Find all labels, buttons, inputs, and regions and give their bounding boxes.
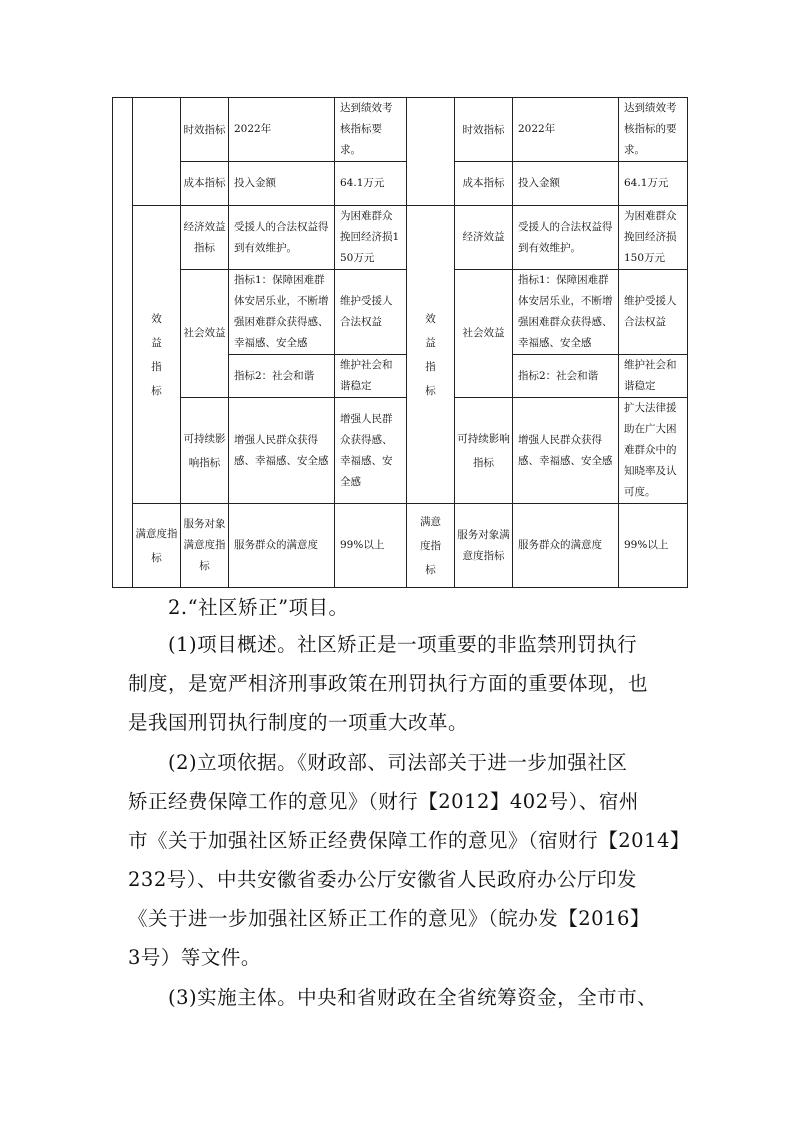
indicator-content-cell: 投入金额 [229, 162, 335, 206]
indicator-content-cell: 受援人的合法权益得到有效维护。 [229, 206, 335, 270]
indicator-target-cell: 为困难群众挽回经济损150万元 [335, 206, 407, 270]
indicator-target-cell: 为困难群众挽回经济损150万元 [619, 206, 688, 270]
text-line: 232号）、中共安徽省委办公厅安徽省人民政府办公厅印发 [128, 868, 637, 891]
indicator-target-cell: 64.1万元 [335, 162, 407, 206]
table-blank-cell [133, 98, 181, 206]
indicator-target-cell: 64.1万元 [619, 162, 688, 206]
indicator-target-cell: 达到绩效考核指标要求。 [335, 98, 407, 162]
category-cell: 效益指标 [133, 206, 181, 504]
paragraph-implementer [128, 978, 674, 1017]
indicator-content-cell: 2022年 [229, 98, 335, 162]
text-line: 市《关于加强社区矫正经费保障工作的意见》（宿财行【2014】 [128, 829, 690, 852]
text-line: (3)实施主体。中央和省财政在全省统筹资金，全市市、 [168, 986, 658, 1009]
text-line: 制度，是宽严相济刑事政策在刑罚执行方面的重要体现，也 [128, 672, 649, 695]
sub-indicator-cell: 成本指标 [455, 162, 513, 206]
text-line: 《关于进一步加强社区矫正工作的意见》（皖办发【2016】 [128, 907, 650, 930]
sub-indicator-cell: 时效指标 [181, 98, 229, 162]
paragraph-overview [128, 625, 674, 742]
table-row [113, 270, 688, 355]
indicator-content-cell: 投入金额 [513, 162, 619, 206]
sub-indicator-cell: 经济效益 [455, 206, 513, 270]
indicator-target-cell: 扩大法律援助在广大困难群众中的知晓率及认可度。 [619, 398, 688, 504]
text-line: 矫正经费保障工作的意见》（财行【2012】402号）、宿州 [128, 790, 639, 813]
section-heading [128, 588, 714, 627]
text-line: 是我国刑罚执行制度的一项重大改革。 [128, 711, 469, 734]
indicator-content-cell: 指标2：社会和谐 [229, 355, 335, 398]
category-cell: 效益指标 [407, 206, 455, 504]
category-cell: 满意度指标 [407, 504, 455, 588]
indicator-target-cell: 维护受援人合法权益 [335, 270, 407, 355]
indicator-content-cell: 指标1：保障困难群体安居乐业，不断增强困难群众获得感、幸福感、安全感 [229, 270, 335, 355]
sub-indicator-cell: 服务对象满意度指标 [455, 504, 513, 588]
indicator-content-cell: 指标2：社会和谐 [513, 355, 619, 398]
indicator-target-cell: 维护社会和谐稳定 [335, 355, 407, 398]
sub-indicator-cell: 可持续影响指标 [181, 398, 229, 504]
category-cell: 满意度指标 [133, 504, 181, 588]
indicator-content-cell: 指标1：保障困难群体安居乐业，不断增强困难群众获得感、幸福感、安全感 [513, 270, 619, 355]
indicator-content-cell: 服务群众的满意度 [513, 504, 619, 588]
indicator-content-cell: 2022年 [513, 98, 619, 162]
text-line: 3号）等文件。 [128, 946, 261, 969]
table-row [113, 162, 688, 206]
table-row [113, 504, 688, 588]
indicator-target-cell: 维护社会和谐稳定 [619, 355, 688, 398]
table-blank-cell [407, 98, 455, 206]
indicator-target-cell: 维护受援人合法权益 [619, 270, 688, 355]
sub-indicator-cell: 服务对象满意度指标 [181, 504, 229, 588]
table-row [113, 206, 688, 270]
indicator-target-cell: 99%以上 [335, 504, 407, 588]
indicator-target-cell: 99%以上 [619, 504, 688, 588]
text-line: (2)立项依据。《财政部、司法部关于进一步加强社区 [168, 751, 628, 774]
sub-indicator-cell: 社会效益 [181, 270, 229, 398]
indicator-content-cell: 受援人的合法权益得到有效维护。 [513, 206, 619, 270]
indicator-content-cell: 增强人民群众获得感、幸福感、安全感 [229, 398, 335, 504]
indicator-content-cell: 服务群众的满意度 [229, 504, 335, 588]
sub-indicator-cell: 经济效益指标 [181, 206, 229, 270]
table-row [113, 398, 688, 504]
sub-indicator-cell: 成本指标 [181, 162, 229, 206]
sub-indicator-cell: 社会效益 [455, 270, 513, 398]
table-left-margin-cell [113, 98, 133, 588]
paragraph-basis [128, 743, 690, 977]
sub-indicator-cell: 可持续影响指标 [455, 398, 513, 504]
performance-indicator-table [112, 97, 688, 588]
indicator-target-cell: 达到绩效考核指标的要求。 [619, 98, 688, 162]
sub-indicator-cell: 时效指标 [455, 98, 513, 162]
text-line: (1)项目概述。社区矫正是一项重要的非监禁刑罚执行 [168, 633, 638, 656]
heading-line: 2.“社区矫正”项目。 [168, 596, 349, 619]
indicator-content-cell: 增强人民群众获得感、幸福感、安全感 [513, 398, 619, 504]
indicator-target-cell: 增强人民群众获得感、幸福感、安全感 [335, 398, 407, 504]
table-row [113, 98, 688, 162]
